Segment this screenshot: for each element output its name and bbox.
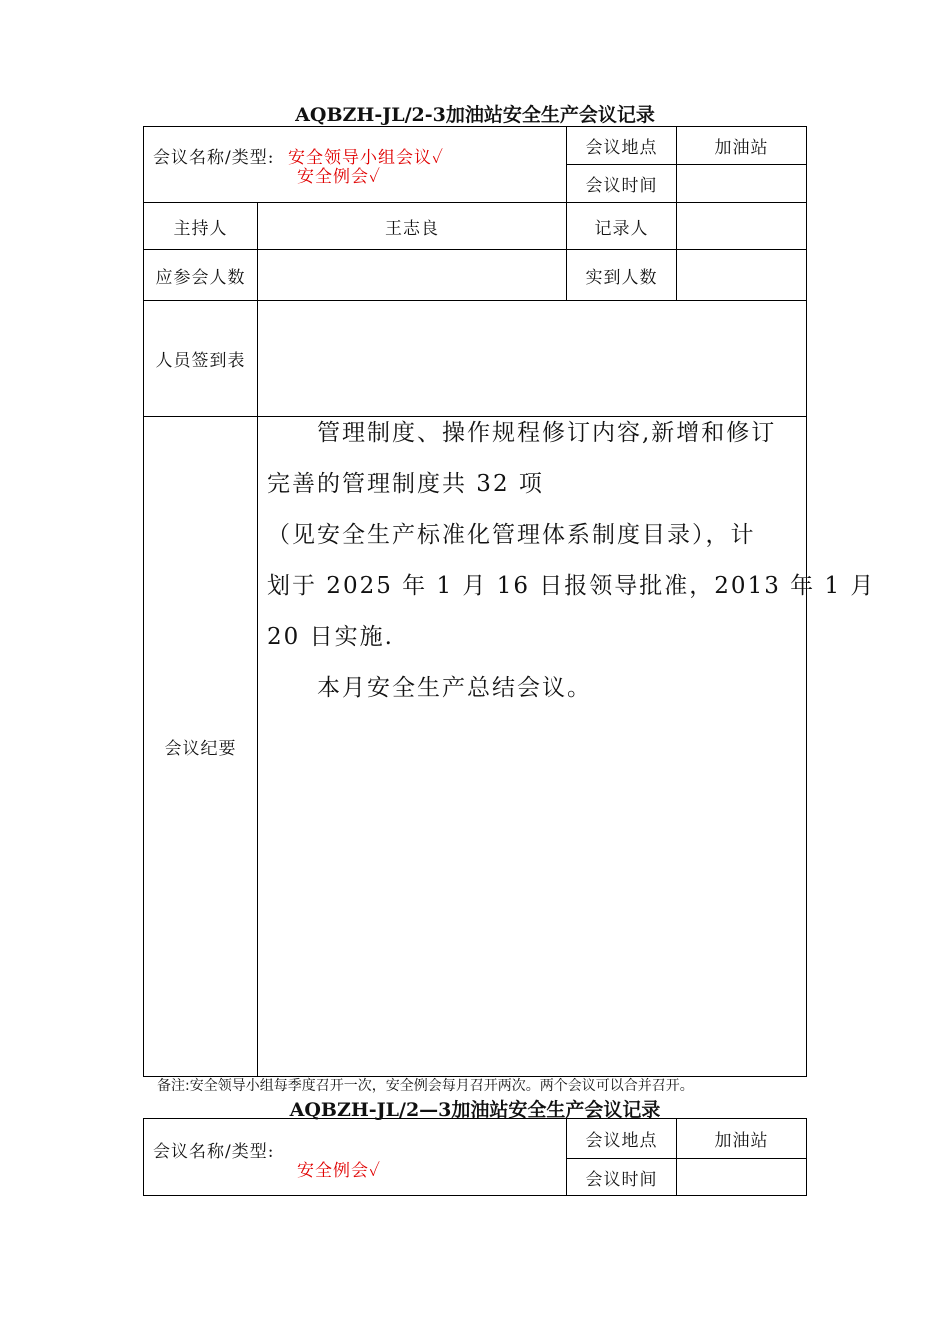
minutes-line: 管理制度、操作规程修订内容,新增和修订 — [317, 420, 777, 446]
actual-attendees-value — [677, 250, 806, 300]
recorder-label: 记录人 — [594, 218, 649, 239]
time-value — [677, 165, 806, 202]
meeting-type-regular-2: 安全例会✓ — [297, 1161, 381, 1181]
minutes-content — [267, 408, 876, 714]
meeting-name-type-label-2: 会议名称/类型: — [153, 1142, 275, 1162]
minutes-line: （见安全生产标准化管理体系制度目录），计 — [267, 522, 756, 548]
footnote: 备注:安全领导小组每季度召开一次，安全例会每月召开两次。两个会议可以合并召开。 — [157, 1078, 694, 1094]
host-value: 王志良 — [385, 218, 439, 239]
signin-area — [258, 301, 806, 416]
meeting-name-type-label: 会议名称/类型: — [153, 148, 275, 168]
expected-attendees-label: 应参会人数 — [155, 267, 246, 288]
record-title: AQBZH-JL/2-3加油站安全生产会议记录 — [295, 104, 655, 126]
minutes-line: 完善的管理制度共 32 项 — [267, 471, 544, 497]
minutes-line: 划于 2025 年 1 月 16 日报领导批准，2013 年 1 月 — [267, 573, 876, 599]
location-value-2: 加油站 — [714, 1131, 769, 1151]
location-label-2: 会议地点 — [585, 1131, 658, 1151]
meeting-type-regular: 安全例会✓ — [297, 167, 381, 187]
expected-attendees-value — [258, 250, 566, 300]
meeting-type-leadership: 安全领导小组会议✓ — [288, 148, 444, 168]
signin-label: 人员签到表 — [155, 351, 246, 371]
recorder-value — [677, 203, 806, 249]
actual-attendees-label: 实到人数 — [585, 267, 658, 288]
location-label: 会议地点 — [585, 138, 658, 158]
minutes-label: 会议纪要 — [164, 739, 237, 759]
location-value: 加油站 — [714, 138, 769, 158]
time-value-2 — [677, 1159, 806, 1195]
record-title-2: AQBZH-JL/2—3加油站安全生产会议记录 — [289, 1099, 661, 1121]
minutes-paragraph: 本月安全生产总结会议。 — [317, 675, 592, 701]
time-label: 会议时间 — [585, 176, 658, 196]
time-label-2: 会议时间 — [585, 1169, 658, 1190]
minutes-line: 20 日实施. — [267, 624, 394, 650]
host-label: 主持人 — [173, 218, 228, 239]
